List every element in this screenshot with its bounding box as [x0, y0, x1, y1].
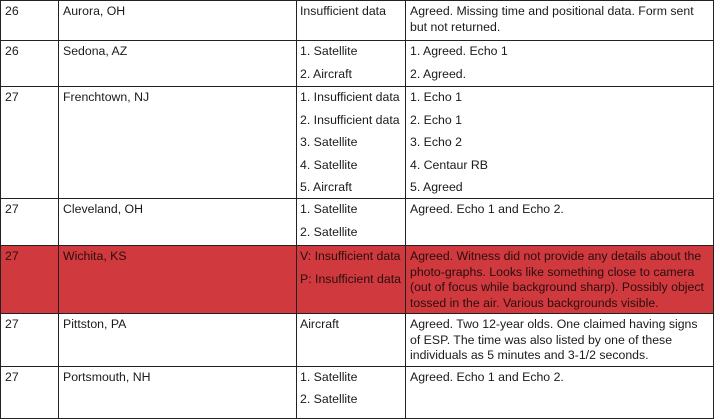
evaluation-cell	[406, 41, 714, 87]
explanation-line: Aircraft	[300, 317, 339, 331]
table-row	[1, 199, 714, 246]
table-row	[1, 41, 714, 87]
evaluation-line: 3. Echo 2	[410, 135, 462, 149]
location-cell: Sedona, AZ	[59, 41, 297, 87]
explanation-cell	[297, 199, 406, 246]
explanation-line: 1. Insufficient data	[300, 90, 400, 104]
evaluation-cell	[406, 199, 714, 246]
evaluation-line: Agreed. Echo 1 and Echo 2.	[410, 369, 564, 384]
explanation-cell	[297, 41, 406, 87]
explanation-line: 1. Satellite	[300, 202, 358, 216]
evaluation-line: Agreed. Two 12-year olds. One claimed having signs of ESP. The time was also listed by one of these individuals as 5 minutes and 3-1/2 seconds.	[410, 317, 698, 362]
evaluation-cell	[406, 246, 714, 314]
explanation-line: 4. Satellite	[300, 157, 358, 172]
day-cell: 26	[1, 41, 59, 87]
day-cell: 26	[1, 1, 59, 41]
explanation-line: 1. Satellite	[300, 44, 358, 58]
evaluation-line: 1. Echo 1	[410, 90, 462, 104]
explanation-cell	[297, 1, 406, 41]
explanation-cell	[297, 366, 406, 418]
explanation-line: 5. Aircraft	[300, 180, 352, 194]
explanation-line: 3. Satellite	[300, 135, 358, 149]
evaluation-line: Agreed. Witness did not provide any details about the photo-graphs. Looks like something close to camera (out of focus while background sharp). Possibly object tossed in the air. Various backgrounds visible.	[410, 249, 704, 310]
explanation-line: Insufficient data	[300, 4, 386, 18]
explanation-line: 1. Satellite	[300, 369, 358, 384]
evaluation-line: 2. Echo 1	[410, 112, 462, 127]
day-cell: 27	[1, 366, 59, 418]
day-cell: 27	[1, 199, 59, 246]
explanation-line: 2. Insufficient data	[300, 112, 400, 127]
explanation-cell	[297, 87, 406, 199]
table-row	[1, 314, 714, 367]
location-cell: Frenchtown, NJ	[59, 87, 297, 199]
evaluation-line: 2. Agreed.	[410, 66, 467, 81]
evaluation-line: 4. Centaur RB	[410, 157, 488, 172]
sightings-table-body	[1, 1, 714, 419]
explanation-line: 2. Aircraft	[300, 66, 352, 81]
day-cell: 27	[1, 246, 59, 314]
evaluation-line: Agreed. Echo 1 and Echo 2.	[410, 202, 564, 216]
explanation-cell	[297, 314, 406, 367]
evaluation-cell	[406, 314, 714, 367]
table-row	[1, 366, 714, 418]
location-cell: Cleveland, OH	[59, 199, 297, 246]
evaluation-line: Agreed. Missing time and positional data. Form sent but not returned.	[410, 4, 694, 34]
evaluation-cell	[406, 366, 714, 418]
table-row	[1, 1, 714, 41]
location-cell: Pittston, PA	[59, 314, 297, 367]
location-cell: Portsmouth, NH	[59, 366, 297, 418]
table-row-highlighted	[1, 246, 714, 314]
table-row	[1, 87, 714, 199]
evaluation-cell	[406, 1, 714, 41]
day-cell: 27	[1, 87, 59, 199]
explanation-line: V: Insufficient data	[300, 249, 401, 263]
evaluation-cell	[406, 87, 714, 199]
location-cell: Wichita, KS	[59, 246, 297, 314]
location-cell: Aurora, OH	[59, 1, 297, 41]
explanation-line: P: Insufficient data	[300, 271, 401, 286]
day-cell: 27	[1, 314, 59, 367]
explanation-cell	[297, 246, 406, 314]
explanation-line: 2. Satellite	[300, 392, 358, 406]
explanation-line: 2. Satellite	[300, 224, 358, 239]
evaluation-line: 5. Agreed	[410, 180, 463, 194]
evaluation-line: 1. Agreed. Echo 1	[410, 44, 508, 58]
